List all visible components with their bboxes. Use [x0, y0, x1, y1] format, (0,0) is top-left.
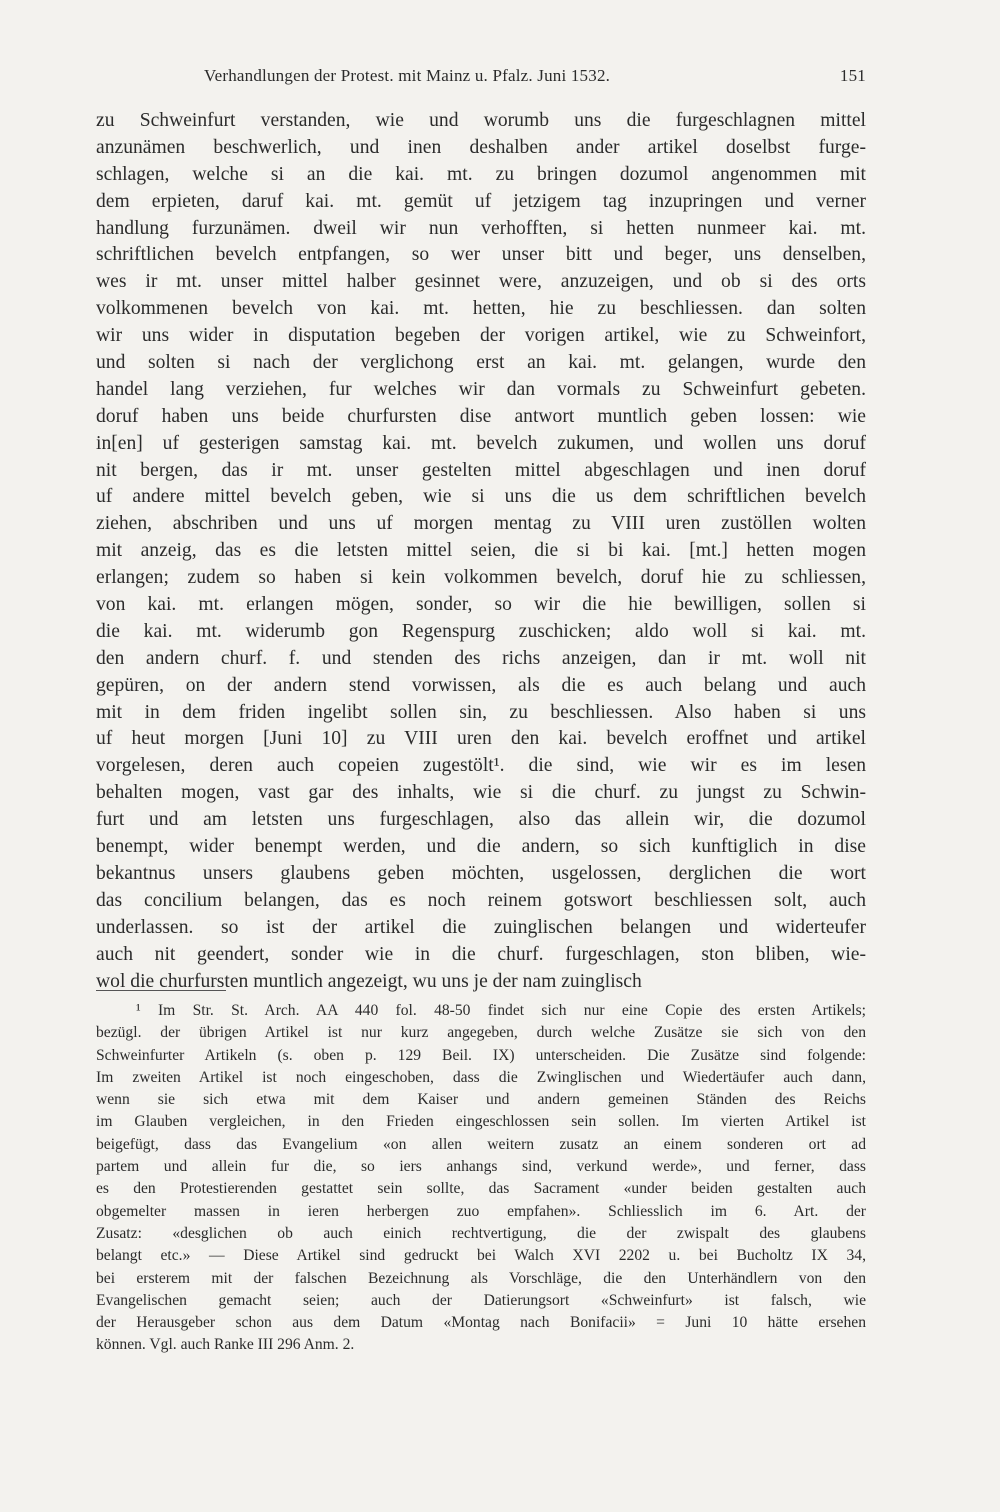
text-line: doruf haben uns beide churfursten dise antwort muntlich geben lossen: wie: [96, 405, 866, 427]
text-line: gepüren, on der andern stend vorwissen, als die es auch belang und auch: [96, 674, 866, 696]
footnote-line: bei ersterem mit der falschen Bezeichnung als Vorschläge, die den Unterhändlern von den: [96, 1269, 866, 1287]
text-line: handlung furzunämen. dweil wir nun verhofften, si hetten nunmeer kai. mt.: [96, 217, 866, 239]
text-line: handel lang verziehen, fur welches wir dan vormals zu Schweinfurt gebeten.: [96, 378, 866, 400]
text-line: in[en] uf gesterigen samstag kai. mt. bevelch zukumen, und wollen uns doruf: [96, 432, 866, 454]
text-line: auch nit geendert, sonder wie in die churf. furgeschlagen, ston bliben, wie-: [96, 943, 866, 965]
text-line: anzunämen beschwerlich, und inen deshalben ander artikel doselbst furge-: [96, 136, 866, 158]
footnote-line: Im zweiten Artikel ist noch eingeschoben, dass die Zwinglischen und Wiedertäufer auch dann,: [96, 1068, 866, 1086]
footnotes: [96, 1000, 866, 1357]
footnote-line: der Herausgeber schon aus dem Datum «Montag nach Bonifacii» = Juni 10 hätte ersehen: [96, 1314, 866, 1332]
text-line: bekantnus unsers glaubens geben möchten, usgelossen, derglichen die wort: [96, 862, 866, 884]
footnote-line: bezügl. der übrigen Artikel ist nur kurz angegeben, durch welche Zusätze sie sich von den: [96, 1024, 866, 1042]
footnote-line: partem und allein fur die, so iers anhangs sind, verkund werde», und ferner, dass: [96, 1158, 866, 1176]
text-line: wes ir mt. unser mittel halber gesinnet were, anzuzeigen, und ob si des orts: [96, 271, 866, 293]
footnote-line: obgemelter massen in ieren herbergen zuo empfahen». Schliesslich im 6. Art. der: [96, 1202, 866, 1220]
text-line: mit anzeig, das es die letsten mittel seien, die si bi kai. [mt.] hetten mogen: [96, 540, 866, 562]
main-text: [96, 108, 866, 995]
text-line: von kai. mt. erlangen mögen, sonder, so wir die hie bewilligen, sollen si: [96, 594, 866, 616]
text-line: benempt, wider benempt werden, und die andern, so sich kunftiglich in dise: [96, 836, 866, 858]
footnote-line: wenn sie sich etwa mit dem Kaiser und andern gemeinen Ständen des Reichs: [96, 1091, 866, 1109]
text-line: und solten si nach der verglichong erst an kai. mt. gelangen, wurde den: [96, 352, 866, 374]
text-line: uf andere mittel bevelch geben, wie si uns die us dem schriftlichen bevelch: [96, 486, 866, 508]
text-line: wir uns wider in disputation begeben der vorigen artikel, wie zu Schweinfort,: [96, 325, 866, 347]
text-line: schriftlichen bevelch entpfangen, so wer unser bitt und beger, uns denselben,: [96, 244, 866, 266]
text-line: zu Schweinfurt verstanden, wie und worumb uns die furgeschlagnen mittel: [96, 110, 866, 131]
footnote-line: ¹ Im Str. St. Arch. AA 440 fol. 48-50 findet sich nur eine Copie des ersten Artikels;: [136, 1002, 866, 1019]
text-line: die kai. mt. widerumb gon Regenspurg zuschicken; aldo woll si kai. mt.: [96, 620, 866, 642]
text-line: underlassen. so ist der artikel die zuinglischen belangen und widerteufer: [96, 916, 866, 938]
text-line: behalten mogen, vast gar des inhalts, wie si die churf. zu jungst zu Schwin-: [96, 782, 866, 804]
running-head: [96, 66, 866, 94]
text-line: das concilium belangen, das es noch reinem gotswort beschliessen solt, auch: [96, 889, 866, 911]
running-title: Verhandlungen der Protest. mit Mainz u. Pfalz. Juni 1532.: [204, 66, 611, 85]
text-line: den andern churf. f. und stenden des richs anzeigen, dan ir mt. woll nit: [96, 647, 866, 669]
text-line: schlagen, welche si an die kai. mt. zu bringen dozumol angenommen mit: [96, 163, 866, 185]
footnote-line: Schweinfurter Artikeln (s. oben p. 129 Beil. IX) unterscheiden. Die Zusätze sind folgende:: [96, 1046, 866, 1064]
text-line: furt und am letsten uns furgeschlagen, also das allein wir, die dozumol: [96, 809, 866, 831]
text-line: nit bergen, das ir mt. unser gestelten mittel abgeschlagen und inen doruf: [96, 459, 866, 481]
text-line: erlangen; zudem so haben si kein volkommen bevelch, doruf hie zu schliessen,: [96, 567, 866, 589]
footnote-line: können. Vgl. auch Ranke III 296 Anm. 2.: [96, 1336, 355, 1354]
text-line: mit in dem friden ingelibt sollen sin, zu beschliessen. Also haben si uns: [96, 701, 866, 723]
footnote-line: belangt etc.» — Diese Artikel sind gedruckt bei Walch XVI 2202 u. bei Bucholtz IX 34,: [96, 1247, 866, 1265]
text-line: volkommenen bevelch von kai. mt. hetten, hie zu beschliessen. dan solten: [96, 298, 866, 320]
text-line: wol die churfursten muntlich angezeigt, wu uns je der nam zuinglisch: [96, 970, 642, 992]
footnote-line: im Glauben vergleichen, in den Frieden eingeschlossen sein sollen. Im vierten Artikel ist: [96, 1113, 866, 1131]
text-line: dem erpieten, daruf kai. mt. gemüt uf jetzigem tag inzupringen und verner: [96, 190, 866, 212]
footnote-line: Zusatz: «desglichen ob auch einich rechtvertigung, die der zwispalt des glaubens: [96, 1224, 866, 1242]
text-line: ziehen, abschriben und uns uf morgen mentag zu VIII uren zustöllen wolten: [96, 513, 866, 535]
text-line: uf heut morgen [Juni 10] zu VIII uren den kai. bevelch eroffnet und artikel: [96, 728, 866, 750]
footnote-line: es den Protestierenden gestattet sein sollte, das Sacrament «under beiden gestalten auch: [96, 1180, 866, 1198]
footnote-line: beigefügt, dass das Evangelium «on allen weitern zusatz an einem sonderen ort ad: [96, 1135, 866, 1153]
text-line: vorgelesen, deren auch copeien zugestölt¹. die sind, wie wir es im lesen: [96, 755, 866, 777]
page-number: 151: [839, 66, 866, 85]
footnote-line: Evangelischen gemacht seien; auch der Datierungsort «Schweinfurt» ist falsch, wie: [96, 1291, 866, 1309]
footnote-separator: [96, 990, 226, 991]
